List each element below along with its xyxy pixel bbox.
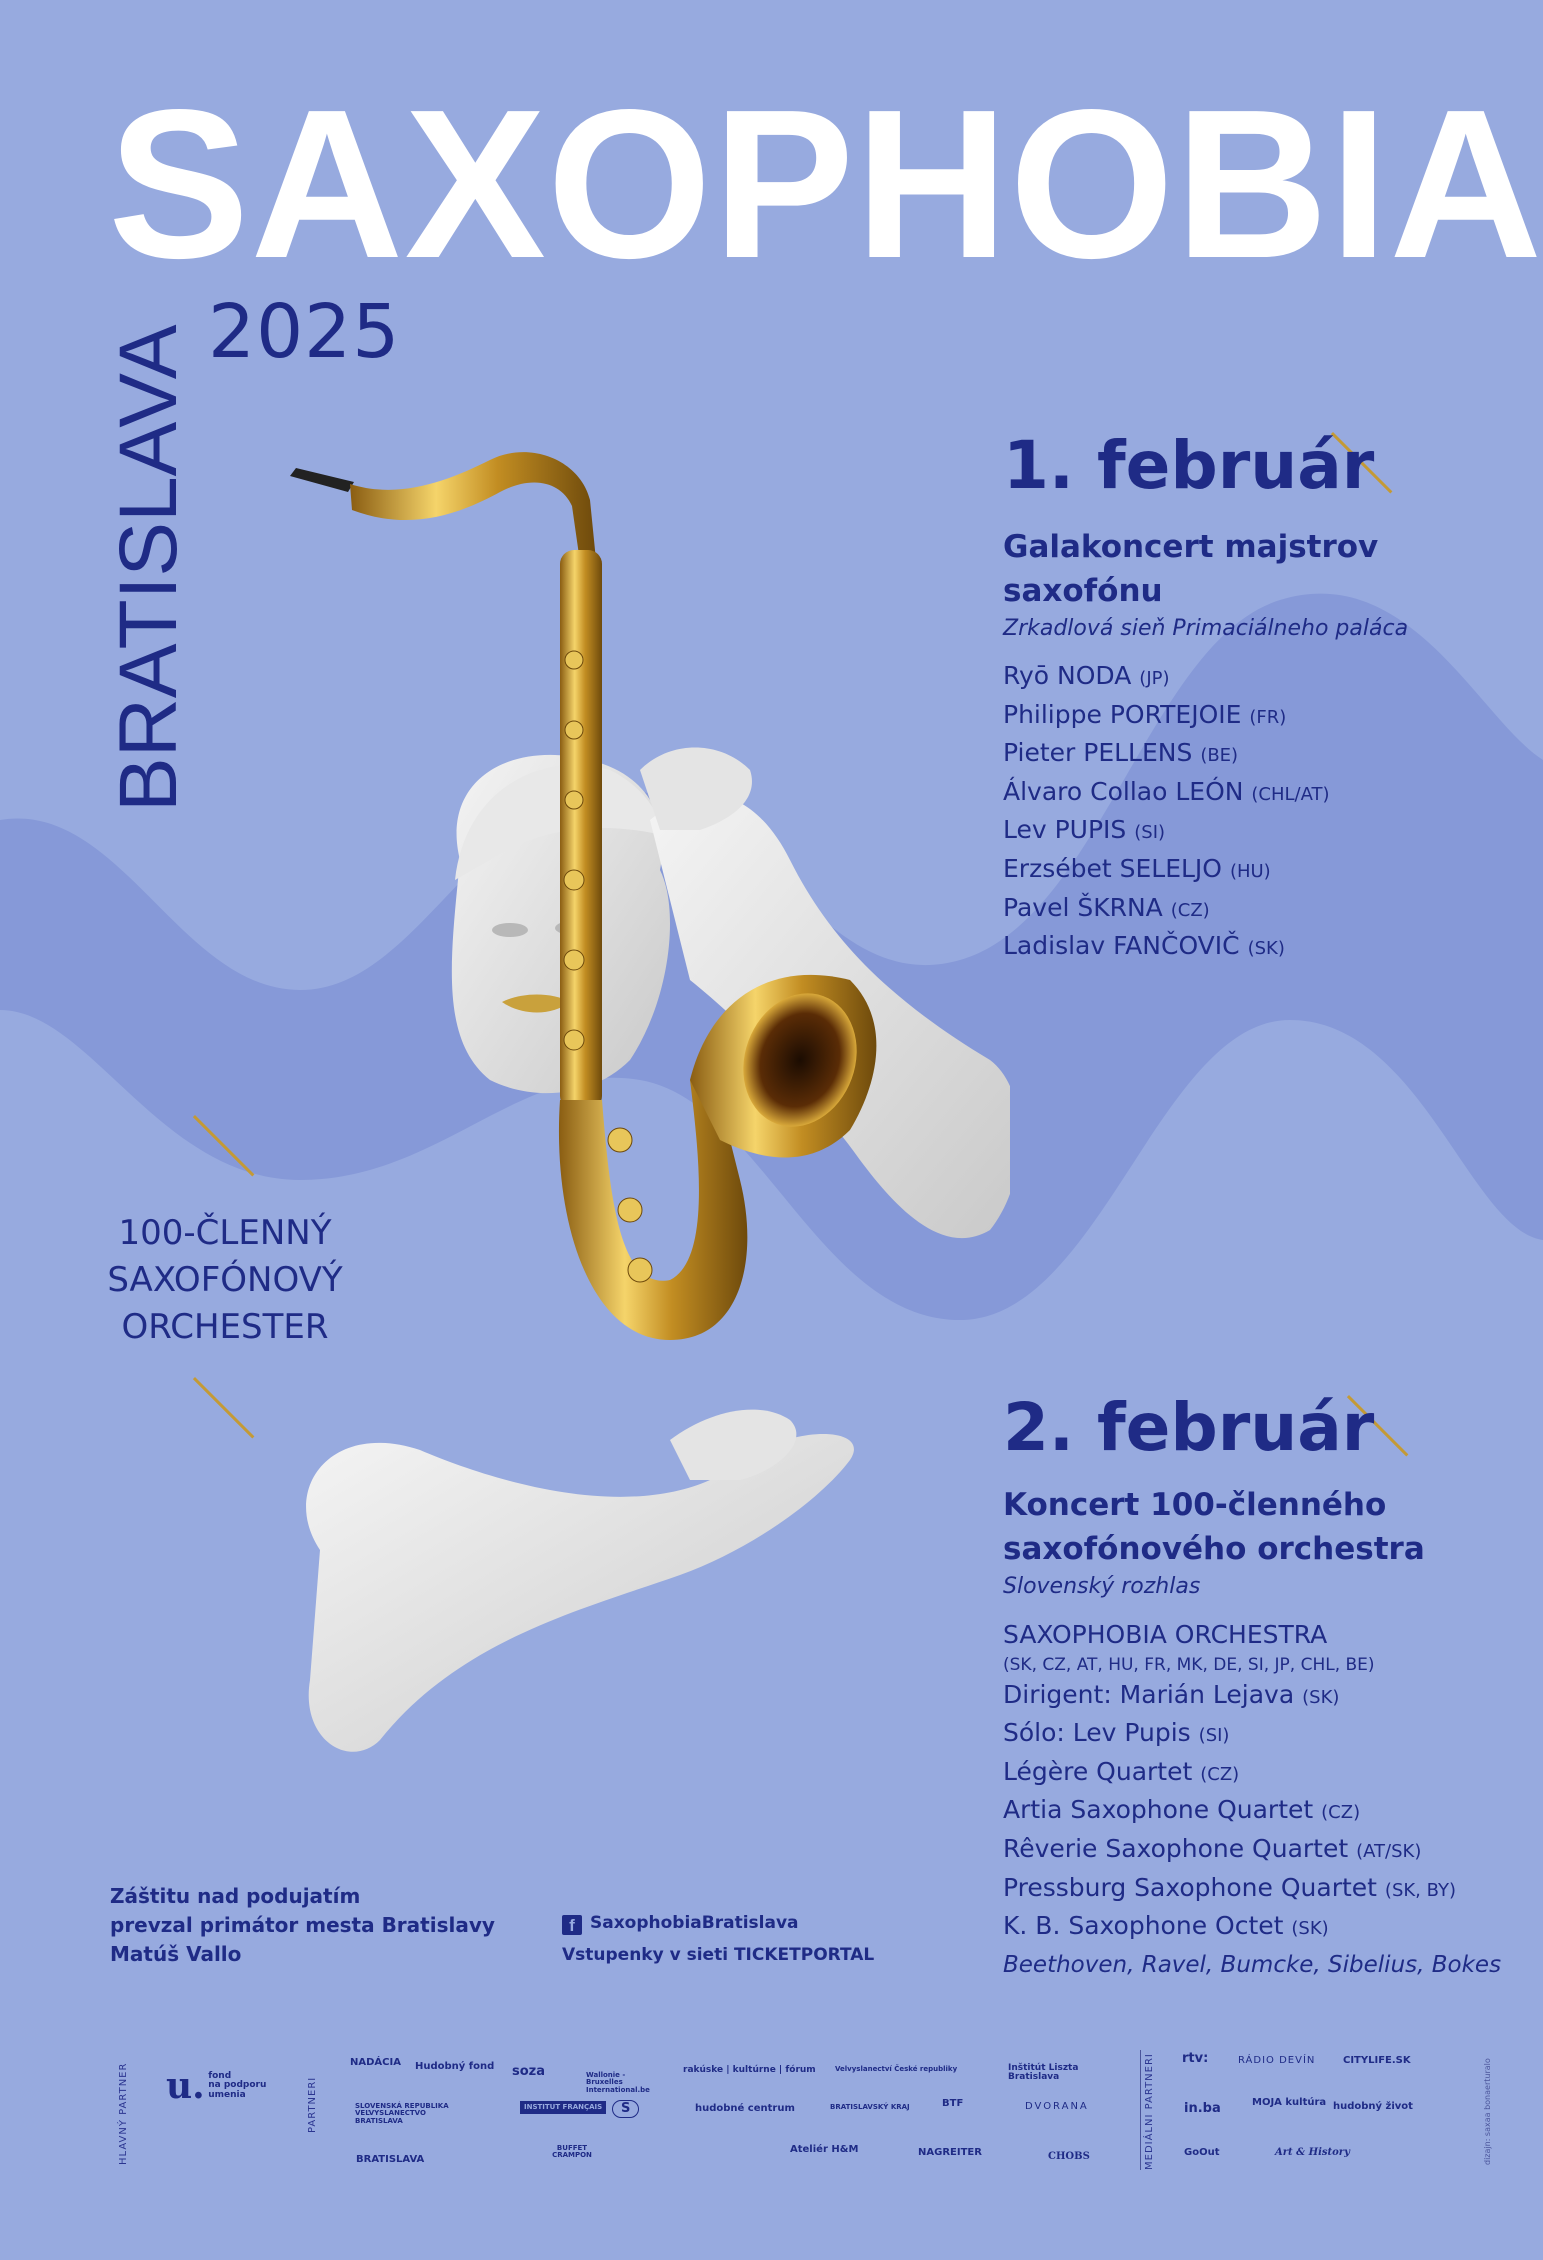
performer	[1003, 851, 1443, 890]
performer-name: Pavel ŠKRNA	[1003, 892, 1163, 922]
event-venue: Zrkadlová sieň Primaciálneho paláca	[1003, 616, 1409, 641]
performer	[1003, 1754, 1501, 1793]
performer-name: Artia Saxophone Quartet	[1003, 1795, 1314, 1825]
performer-list	[1003, 1617, 1501, 1983]
event-title: Koncert 100-členného saxofónového orchestra	[1003, 1487, 1425, 1567]
partner-logo[interactable]: S	[612, 2100, 639, 2118]
partner-logo[interactable]: DVORANA	[1025, 2101, 1089, 2112]
performer-name: Erzsébet SELELJO	[1003, 853, 1222, 883]
main-partner-word: fond	[208, 2071, 232, 2081]
performer-name: Rêverie Saxophone Quartet	[1003, 1833, 1349, 1863]
performer-country: (BE)	[1200, 745, 1239, 767]
performer	[1003, 1870, 1501, 1909]
performer	[1003, 1792, 1501, 1831]
performer-country: (CZ)	[1200, 1763, 1240, 1785]
performer-country: (FR)	[1249, 706, 1287, 728]
performer-country: (CZ)	[1170, 899, 1210, 921]
main-partner-label: HLAVNÝ PARTNER	[118, 2062, 129, 2165]
patronage-line: Záštitu nad podujatím	[110, 1884, 361, 1908]
saxophone-statue-illustration	[290, 440, 1010, 1770]
orchestra-name: SAXOPHOBIA ORCHESTRA	[1003, 1620, 1328, 1649]
performer	[1003, 1831, 1501, 1870]
event-1	[1003, 427, 1443, 967]
performer-name: Ladislav FANČOVIČ	[1003, 931, 1240, 961]
event-date: 2. február	[1003, 1389, 1375, 1466]
media-logo[interactable]: RÁDIO DEVÍN	[1238, 2055, 1316, 2066]
performer-name: Légère Quartet	[1003, 1756, 1193, 1786]
tagline-line: 100-ČLENNÝ	[118, 1213, 332, 1253]
partner-logo[interactable]: CHOBS	[1048, 2151, 1090, 2162]
performer	[1003, 735, 1443, 774]
performer	[1003, 697, 1443, 736]
performer-country: (SK)	[1247, 938, 1285, 960]
performer-country: (SI)	[1198, 1725, 1230, 1747]
performer-country: (CHL/AT)	[1251, 783, 1330, 805]
performer-name: Sólo: Lev Pupis	[1003, 1718, 1191, 1748]
partner-logo[interactable]: BTF	[942, 2098, 964, 2109]
performer-country: (SK)	[1291, 1918, 1329, 1940]
patronage	[110, 1882, 495, 1969]
partner-logo[interactable]: NADÁCIA	[350, 2057, 401, 2068]
performer	[1003, 928, 1443, 967]
performer-name: Lev PUPIS	[1003, 815, 1127, 845]
performer	[1003, 890, 1443, 929]
partner-logo[interactable]: BRATISLAVA	[356, 2154, 425, 2165]
performer-name: Philippe PORTEJOIE	[1003, 699, 1242, 729]
patronage-line: Matúš Vallo	[110, 1942, 242, 1966]
year: 2025	[208, 289, 401, 375]
partner-logo[interactable]: BRATISLAVSKÝ KRAJ	[830, 2103, 910, 2111]
partner-logo[interactable]: NAGREITER	[918, 2147, 982, 2158]
performer-name: Pressburg Saxophone Quartet	[1003, 1872, 1377, 1902]
city-vertical: BRATISLAVA	[103, 324, 194, 812]
partner-logo[interactable]: SLOVENSKÁ REPUBLIKA VEĽVYSLANECTVO BRATISLAVA	[355, 2102, 449, 2125]
patronage-line: prevzal primátor mesta Bratislavy	[110, 1913, 495, 1937]
media-logo[interactable]: hudobný život	[1333, 2101, 1413, 2112]
partner-logo[interactable]: soza	[512, 2064, 546, 2079]
performer-country: (SK, BY)	[1384, 1879, 1456, 1901]
tagline	[85, 1210, 365, 1351]
partner-logo[interactable]: Ateliér H&M	[790, 2144, 859, 2155]
performer-list	[1003, 658, 1443, 967]
poster-title: SAXOPHOBIA	[108, 65, 1543, 302]
performer-country: (SI)	[1134, 822, 1166, 844]
partner-logo[interactable]: BUFFET CRAMPON	[552, 2144, 592, 2160]
performer	[1003, 774, 1443, 813]
partner-logo[interactable]: Hudobný fond	[415, 2061, 495, 2072]
performer	[1003, 1715, 1501, 1754]
main-partner-word: na podporu	[208, 2080, 267, 2091]
performer-country: (AT/SK)	[1356, 1840, 1422, 1862]
partner-logo[interactable]: hudobné centrum	[695, 2103, 795, 2114]
facebook-handle: SaxophobiaBratislava	[590, 1913, 799, 1933]
partner-logo[interactable]: Inštitút Liszta Bratislava	[1008, 2063, 1079, 2083]
tagline-line: ORCHESTER	[121, 1307, 329, 1347]
performer-name: Ryō NODA	[1003, 661, 1132, 690]
tickets-info: Vstupenky v sieti TICKETPORTAL	[562, 1945, 875, 1965]
performer-country: (HU)	[1229, 860, 1271, 882]
performer-name: K. B. Saxophone Octet	[1003, 1911, 1284, 1941]
event-date: 1. február	[1003, 427, 1375, 504]
partner-logo[interactable]: Velvyslanectví České republiky	[835, 2065, 958, 2073]
media-logo[interactable]: CITYLIFE.SK	[1343, 2055, 1411, 2066]
performer	[1003, 658, 1443, 697]
media-logo[interactable]: Art & History	[1275, 2147, 1350, 2158]
media-logo[interactable]: GoOut	[1184, 2147, 1220, 2158]
performer-name: Álvaro Collao LEÓN	[1003, 776, 1244, 806]
media-partners-label: MEDIÁLNI PARTNERI	[1144, 2053, 1155, 2170]
facebook-icon: f	[562, 1915, 582, 1935]
performer-country: (JP)	[1139, 668, 1170, 689]
tagline-line: SAXOFÓNOVÝ	[107, 1260, 343, 1300]
performer-country: (SK)	[1302, 1686, 1340, 1708]
event-2	[1003, 1389, 1502, 1983]
media-logo[interactable]: rtv:	[1182, 2051, 1209, 2066]
orchestra-countries: (SK, CZ, AT, HU, FR, MK, DE, SI, JP, CHL, BE)	[1003, 1654, 1375, 1675]
performer	[1003, 1908, 1501, 1947]
performer	[1003, 1677, 1501, 1716]
event-venue: Slovenský rozhlas	[1003, 1574, 1201, 1599]
partner-logo[interactable]: rakúske | kultúrne | fórum	[683, 2065, 816, 2075]
partners-label: PARTNERI	[307, 2076, 318, 2133]
partner-logo[interactable]: Wallonie - Bruxelles International.be	[586, 2071, 650, 2094]
divider	[1140, 2050, 1141, 2170]
facebook-link[interactable]	[562, 1911, 799, 1935]
performer-name: Pieter PELLENS	[1003, 738, 1193, 768]
media-logo[interactable]: in.ba	[1184, 2101, 1221, 2116]
event-title: Galakoncert majstrov saxofónu	[1003, 529, 1379, 609]
main-partner-logo[interactable]: u. fond na podporu umenia	[166, 2065, 267, 2107]
design-credit: dizajn: saxaa bonaerturalo	[1483, 2058, 1492, 2165]
performer	[1003, 812, 1443, 851]
partner-logo[interactable]: INSTITUT FRANÇAIS	[520, 2101, 606, 2114]
main-partner-word: umenia	[208, 2089, 246, 2100]
media-logo[interactable]: MOJA kultúra	[1252, 2097, 1327, 2108]
composers: Beethoven, Ravel, Bumcke, Sibelius, Bokes	[1003, 1951, 1502, 1978]
performer-country: (CZ)	[1321, 1802, 1361, 1824]
performer-name: Dirigent: Marián Lejava	[1003, 1679, 1295, 1709]
